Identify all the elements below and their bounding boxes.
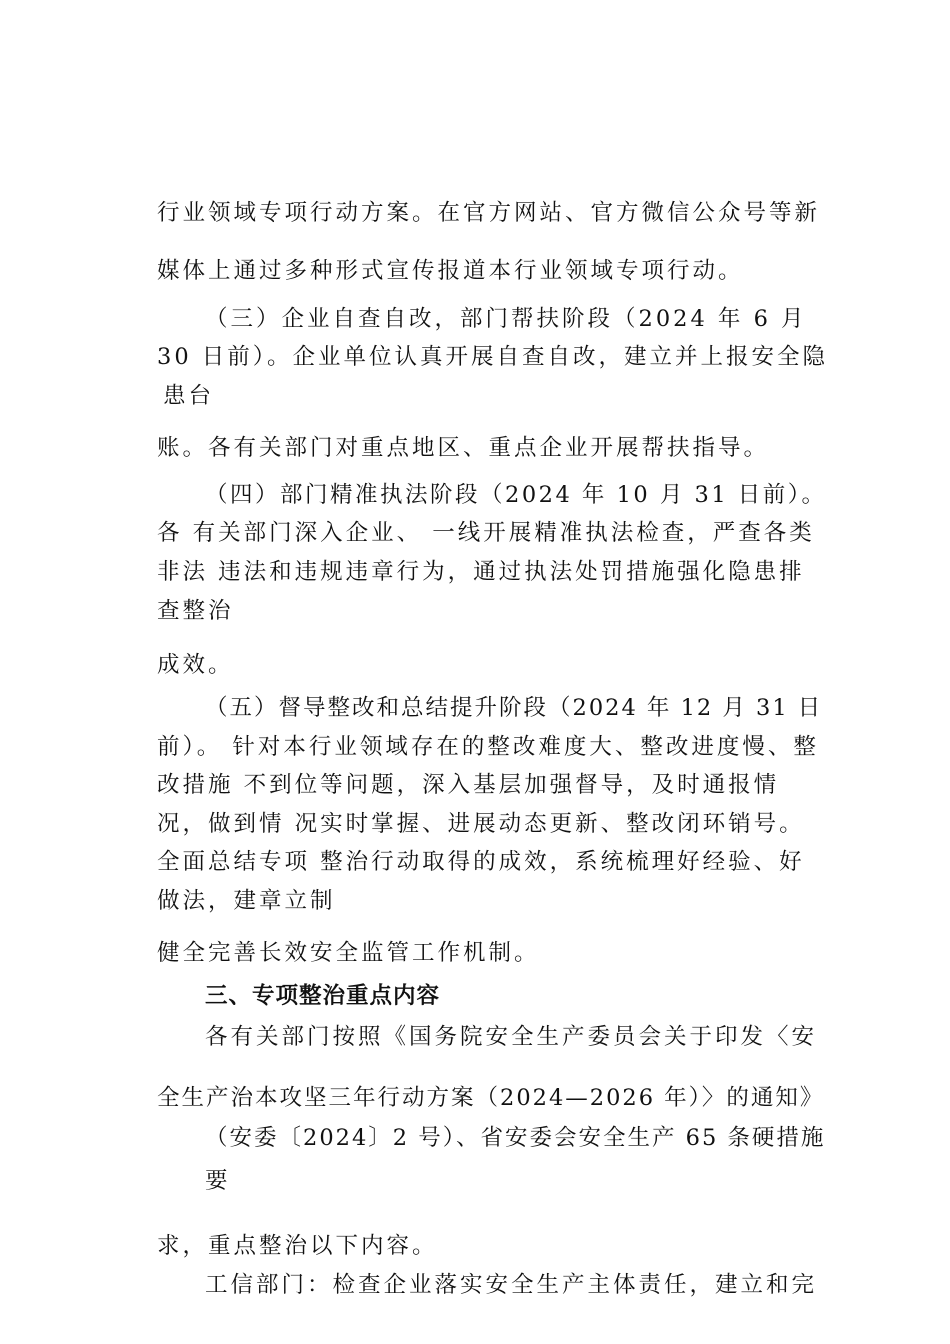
text-line: 媒体上通过多种形式宣传报道本行业领域专项行动。	[157, 258, 744, 284]
text-line: 改措施 不到位等问题，深入基层加强督导，及时通报情	[157, 772, 780, 798]
text-line: 患台	[163, 383, 215, 409]
text-line: 求，重点整治以下内容。	[157, 1233, 438, 1259]
text-line: 30 日前）。企业单位认真开展自查自改，建立并上报安全隐	[157, 344, 829, 370]
text-line: （三）企业自查自改，部门帮扶阶段（2024 年 6 月	[205, 306, 807, 332]
text-line: （安委〔2024〕2 号）、省安委会安全生产 65 条硬措施	[205, 1125, 826, 1151]
text-line: 要	[205, 1168, 231, 1194]
text-line: 账。各有关部门对重点地区、重点企业开展帮扶指导。	[157, 435, 770, 461]
section-heading: 三、专项整治重点内容	[205, 983, 441, 1009]
text-line: 成效。	[157, 652, 234, 678]
text-line: 前）。 针对本行业领域存在的整改难度大、整改进度慢、整	[157, 734, 819, 760]
text-line: （五）督导整改和总结提升阶段（2024 年 12 月 31 日	[205, 695, 823, 721]
text-line: 健全完善长效安全监管工作机制。	[157, 940, 540, 966]
text-line: 查整治	[157, 598, 234, 624]
text-line: 全生产治本攻坚三年行动方案（2024—2026 年）〉的通知》	[157, 1085, 825, 1111]
text-line: 况，做到情 况实时掌握、进展动态更新、整改闭环销号。	[157, 811, 805, 837]
text-line: 全面总结专项 整治行动取得的成效，系统梳理好经验、好	[157, 849, 805, 875]
text-line: 各 有关部门深入企业、 一线开展精准执法检查，严查各类	[157, 520, 815, 546]
text-line: 行业领域专项行动方案。在官方网站、官方微信公众号等新	[157, 200, 821, 226]
text-line: 做法，建章立制	[157, 888, 336, 914]
text-line: （四）部门精准执法阶段（2024 年 10 月 31 日前）。	[205, 482, 827, 508]
text-line: 各有关部门按照《国务院安全生产委员会关于印发〈安	[205, 1024, 818, 1050]
text-line: 工信部门：检查企业落实安全生产主体责任，建立和完	[205, 1272, 818, 1298]
text-line: 非法 违法和违规违章行为，通过执法处罚措施强化隐患排	[157, 559, 805, 585]
